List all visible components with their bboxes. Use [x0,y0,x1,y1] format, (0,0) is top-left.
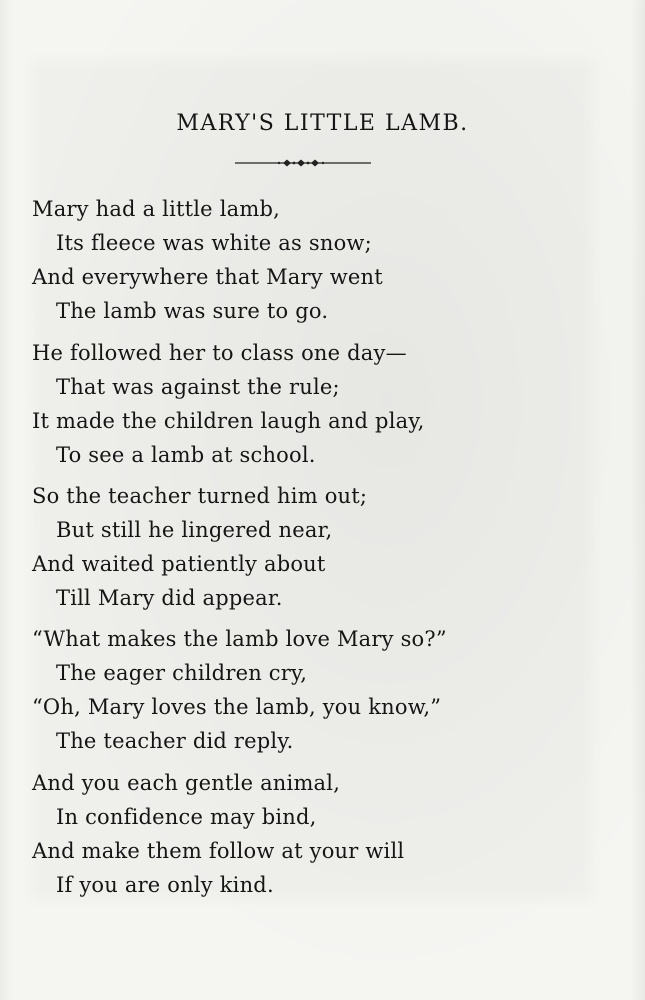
verse-line: “What makes the lamb love Mary so?” [32,627,447,651]
stanza-5 [32,766,404,902]
verse-line: The eager children cry, [56,661,308,685]
verse-line: And everywhere that Mary went [32,265,383,289]
stanza-3 [32,479,367,615]
verse-line: The teacher did reply. [56,729,294,753]
verse-line: And you each gentle animal, [32,771,341,795]
verse-line: Its fleece was white as snow; [56,231,372,255]
stanza-2 [32,336,424,472]
verse-line: And waited patiently about [32,552,326,576]
verse-line: Till Mary did appear. [56,586,283,610]
ornament-divider-icon [235,157,371,169]
verse-line: The lamb was sure to go. [56,299,329,323]
verse-line: It made the children laugh and play, [32,409,425,433]
verse-line: If you are only kind. [56,873,274,897]
verse-line: But still he lingered near, [56,518,333,542]
verse-line: To see a lamb at school. [56,443,316,467]
verse-line: “Oh, Mary loves the lamb, you know,” [32,695,442,719]
verse-line: That was against the rule; [56,375,340,399]
verse-line: He followed her to class one day— [32,341,407,365]
verse-line: In confidence may bind, [56,805,317,829]
verse-line: And make them follow at your will [32,839,405,863]
stanza-1 [32,192,383,328]
verse-line: Mary had a little lamb, [32,197,280,221]
verse-line: So the teacher turned him out; [32,484,368,508]
stanza-4 [32,622,447,758]
poem-title: MARY'S LITTLE LAMB. [176,111,469,136]
